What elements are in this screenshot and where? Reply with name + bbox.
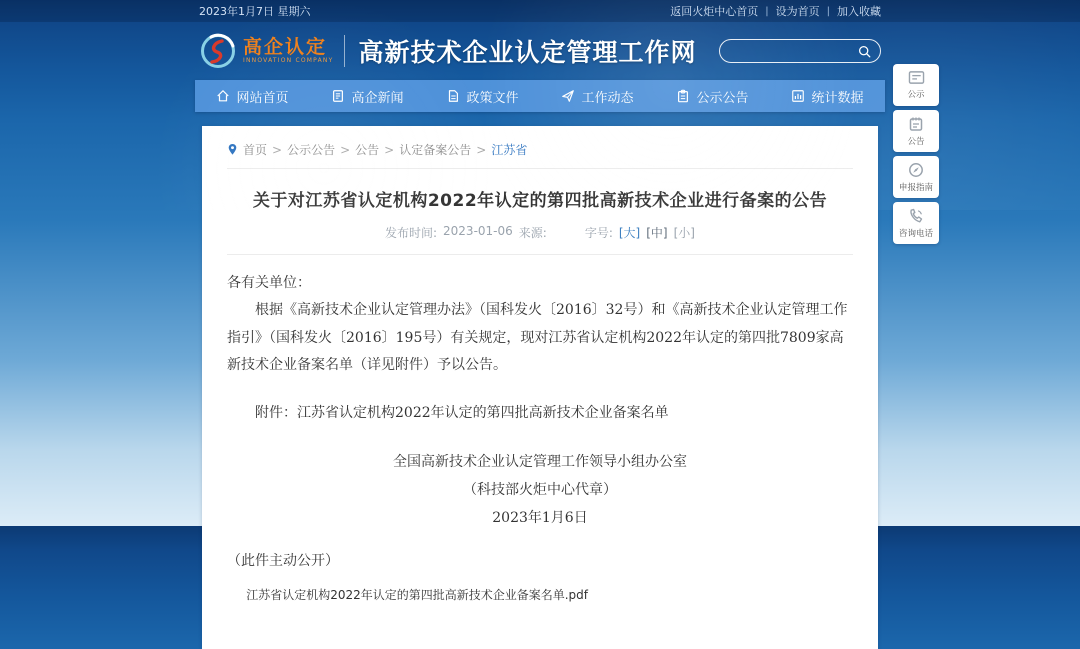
fontsize-small-button[interactable]: [小] xyxy=(673,226,695,240)
breadcrumb-separator: > xyxy=(476,142,487,157)
sidebar-item-notice[interactable] xyxy=(893,110,939,152)
main-nav xyxy=(195,80,885,112)
breadcrumb-separator: > xyxy=(340,142,351,157)
article-title: 关于对江苏省认定机构2022年认定的第四批高新技术企业进行备案的公告 xyxy=(252,191,828,211)
notice-icon xyxy=(908,116,924,132)
quick-sidebar xyxy=(893,64,939,244)
content-card xyxy=(202,126,878,649)
publish-time-value: 2023-01-06 xyxy=(443,224,513,238)
breadcrumb-record[interactable]: 认定备案公告 xyxy=(399,143,472,157)
nav-label: 工作动态 xyxy=(581,90,634,106)
breadcrumb-announcements[interactable]: 公示公告 xyxy=(287,143,336,157)
nav-item-policy[interactable] xyxy=(425,80,540,112)
publish-time-label: 发布时间: xyxy=(384,226,438,240)
nav-item-home[interactable] xyxy=(195,80,310,112)
nav-label: 政策文件 xyxy=(466,90,519,106)
search-icon[interactable] xyxy=(858,45,871,58)
send-icon xyxy=(561,89,575,103)
nav-label: 高企新闻 xyxy=(351,90,404,106)
location-pin-icon xyxy=(227,143,238,156)
breadcrumb-separator: > xyxy=(384,142,395,157)
attachment-line: 附件：江苏省认定机构2022年认定的第四批高新技术企业备案名单 xyxy=(255,405,669,422)
site-header xyxy=(199,22,881,80)
fontsize-label: 字号: xyxy=(584,226,613,240)
article-body xyxy=(227,255,853,609)
body-paragraph: 根据《高新技术企业认定管理办法》（国科发火〔2016〕32号）和《高新技术企业认定管理工作指引》（国科发火〔2016〕195号）有关规定，现对江苏省认定机构2022年认定的第四批7809家高新技术企业备案名单（详见附件）予以公告。 xyxy=(227,302,848,373)
source-label: 来源: xyxy=(518,226,547,240)
nav-item-news[interactable] xyxy=(310,80,425,112)
logo-text-en: INNOVATION COMPANY xyxy=(243,57,334,65)
sidebar-label: 公告 xyxy=(907,136,925,147)
header-divider xyxy=(344,35,345,67)
current-date: 2023年1月7日 星期六 xyxy=(199,5,311,18)
nav-label: 公示公告 xyxy=(696,90,749,106)
sidebar-item-publicity[interactable] xyxy=(893,64,939,106)
guide-icon xyxy=(908,162,924,178)
clipboard-icon xyxy=(676,89,690,103)
breadcrumb-current[interactable]: 江苏省 xyxy=(491,143,528,157)
home-icon xyxy=(216,89,230,103)
top-bar xyxy=(0,0,1080,22)
search-box[interactable] xyxy=(719,39,881,63)
attachment-pdf-link[interactable]: 江苏省认定机构2022年认定的第四批高新技术企业备案名单.pdf xyxy=(246,588,589,603)
signature-block xyxy=(227,448,853,532)
sidebar-item-phone[interactable] xyxy=(893,202,939,244)
signature-seal: （科技部火炬中心代章） xyxy=(463,482,617,499)
fontsize-medium-button[interactable]: [中] xyxy=(646,226,668,240)
nav-item-updates[interactable] xyxy=(540,80,655,112)
link-set-homepage[interactable]: 设为首页 xyxy=(775,5,820,18)
search-input[interactable] xyxy=(729,44,858,58)
fontsize-large-button[interactable]: [大] xyxy=(618,226,641,240)
news-icon xyxy=(331,89,345,103)
sidebar-label: 申报指南 xyxy=(898,182,934,193)
sidebar-label: 咨询电话 xyxy=(898,228,934,239)
chart-icon xyxy=(791,89,805,103)
site-title: 高新技术企业认定管理工作网 xyxy=(358,38,697,67)
nav-item-announcements[interactable] xyxy=(655,80,770,112)
link-add-favorite[interactable]: 加入收藏 xyxy=(837,5,881,18)
breadcrumb xyxy=(227,134,853,169)
sidebar-item-guide[interactable] xyxy=(893,156,939,198)
topbar-separator: | xyxy=(765,5,769,17)
article-header xyxy=(227,169,853,255)
sidebar-label: 公示 xyxy=(907,90,925,100)
logo-text-cn: 高企认定 xyxy=(243,35,328,58)
nav-label: 网站首页 xyxy=(236,90,289,106)
article-meta xyxy=(227,224,853,241)
policy-icon xyxy=(446,89,460,103)
signature-date: 2023年1月6日 xyxy=(492,510,588,527)
phone-icon xyxy=(908,208,924,224)
link-torch-home[interactable]: 返回火炬中心首页 xyxy=(670,5,759,18)
nav-label: 统计数据 xyxy=(811,90,864,106)
topbar-separator: | xyxy=(826,5,830,17)
site-logo[interactable] xyxy=(199,32,333,70)
breadcrumb-home[interactable]: 首页 xyxy=(243,143,268,157)
nav-item-statistics[interactable] xyxy=(770,80,885,112)
salutation: 各有关单位： xyxy=(227,275,311,291)
disclosure-note: （此件主动公开） xyxy=(227,552,339,569)
bulletin-icon xyxy=(908,70,925,85)
breadcrumb-separator: > xyxy=(272,142,283,157)
signature-office: 全国高新技术企业认定管理工作领导小组办公室 xyxy=(393,454,687,471)
logo-icon xyxy=(199,32,237,70)
breadcrumb-notice[interactable]: 公告 xyxy=(355,143,380,157)
